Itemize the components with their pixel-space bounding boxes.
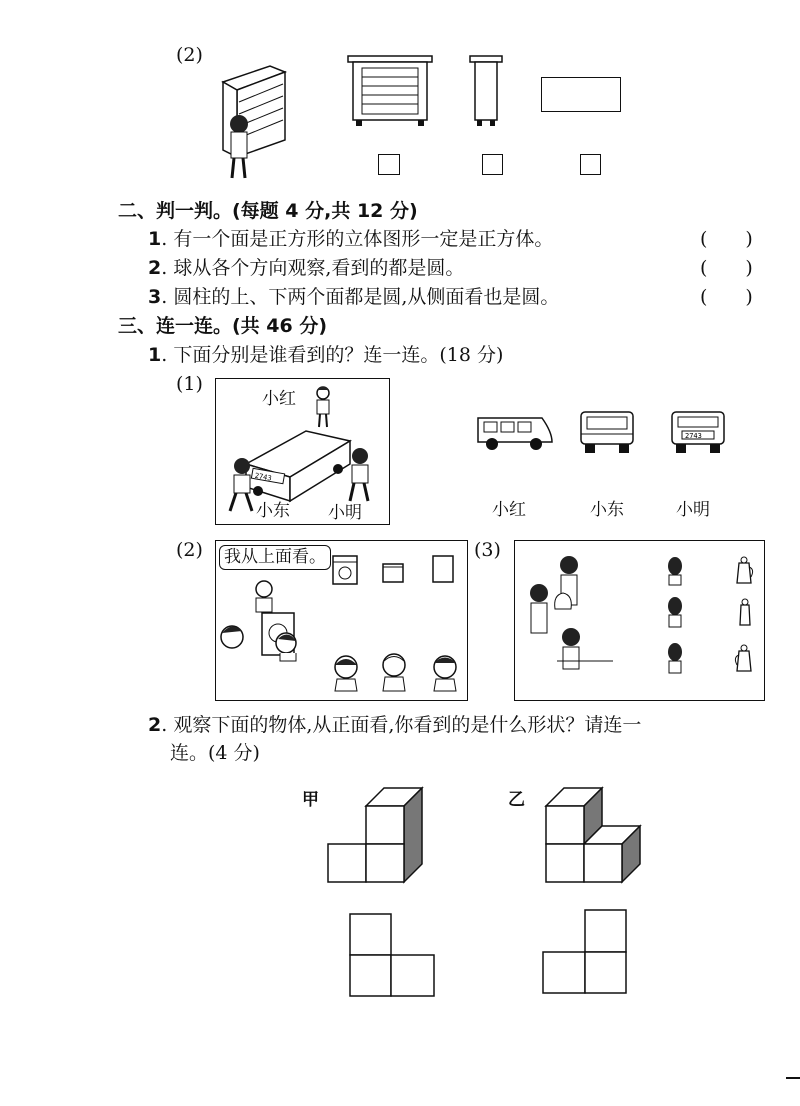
scene-1-panel [215,378,390,525]
children-around-machine-illustration [218,581,308,699]
scene-3-panel [514,540,765,701]
child-face-2-icon [379,651,409,693]
cabinet-side-view [470,56,504,128]
sub-question-label-3: (3) [474,539,501,561]
judge-answer-paren-3[interactable]: ( ) [700,286,753,308]
block-figure-jia [328,788,424,884]
judge-item-1: 1. 有一个面是正方形的立体图形一定是正方体。 [148,228,554,250]
label-jia: 甲 [302,790,319,810]
machine-side-view-icon [432,555,454,585]
section-3-heading: 三、连一连。(共 46 分) [118,315,328,337]
bus-front-view [577,410,637,456]
cabinet-top-view [541,77,621,112]
child-xiaoming-icon [344,447,378,505]
person-view-3-icon [665,641,685,675]
answer-box-3[interactable] [580,154,601,175]
page-edge-mark [786,1077,800,1079]
speech-bubble: 我从上面看。 [219,545,331,570]
judge-item-3: 3. 圆柱的上、下两个面都是圆,从侧面看也是圆。 [148,286,560,308]
answer-name-xiaohong[interactable]: 小红 [492,500,526,520]
judge-item-2: 2. 球从各个方向观察,看到的都是圆。 [148,257,465,279]
machine-top-view-icon [382,563,404,585]
sub-question-label-2: (2) [176,539,203,561]
person-view-2-icon [665,595,685,629]
name-label-xiaodong: 小东 [256,501,290,521]
front-view-shape-2[interactable] [543,910,629,996]
teapot-view-2-icon [737,597,753,629]
teapot-view-1-icon [733,555,755,587]
connect-question-2-line2: 连。(4 分) [170,742,260,764]
child-face-3-icon [430,653,460,693]
connect-question-2-line1: 2. 观察下面的物体,从正面看,你看到的是什么形状？请连一 [148,714,642,736]
cabinet-front-view [348,56,433,128]
bus-plate-text: 2743 [254,471,273,483]
judge-answer-paren-1[interactable]: ( ) [700,228,753,250]
name-label-xiaoming: 小明 [328,503,362,523]
person-view-1-icon [665,555,685,587]
answer-name-xiaoming[interactable]: 小明 [676,500,710,520]
front-view-shape-1[interactable] [350,914,436,998]
child-face-1-icon [331,653,361,693]
name-label-xiaohong: 小红 [262,389,296,409]
connect-question-1: 1. 下面分别是谁看到的？连一连。(18 分) [148,344,504,366]
sub-question-label: (2) [176,44,203,66]
answer-box-1[interactable] [378,154,400,175]
block-figure-yi [546,788,642,884]
bus-back-plate-text: 2743 [685,432,702,440]
people-with-teapot-illustration [523,551,613,671]
judge-answer-paren-2[interactable]: ( ) [700,257,753,279]
teapot-view-3-icon [733,643,755,675]
bus-back-view [668,410,728,456]
washing-machine-icon [332,555,358,585]
label-yi: 乙 [508,790,525,810]
cabinet-with-child-illustration [215,62,290,182]
bus-side-view [476,414,554,454]
answer-name-xiaodong[interactable]: 小东 [590,500,624,520]
sub-question-label-1: (1) [176,373,203,395]
answer-box-2[interactable] [482,154,503,175]
child-xiaodong-icon [226,457,260,515]
section-2-heading: 二、判一判。(每题 4 分,共 12 分) [118,200,418,222]
scene-2-panel [215,540,468,701]
